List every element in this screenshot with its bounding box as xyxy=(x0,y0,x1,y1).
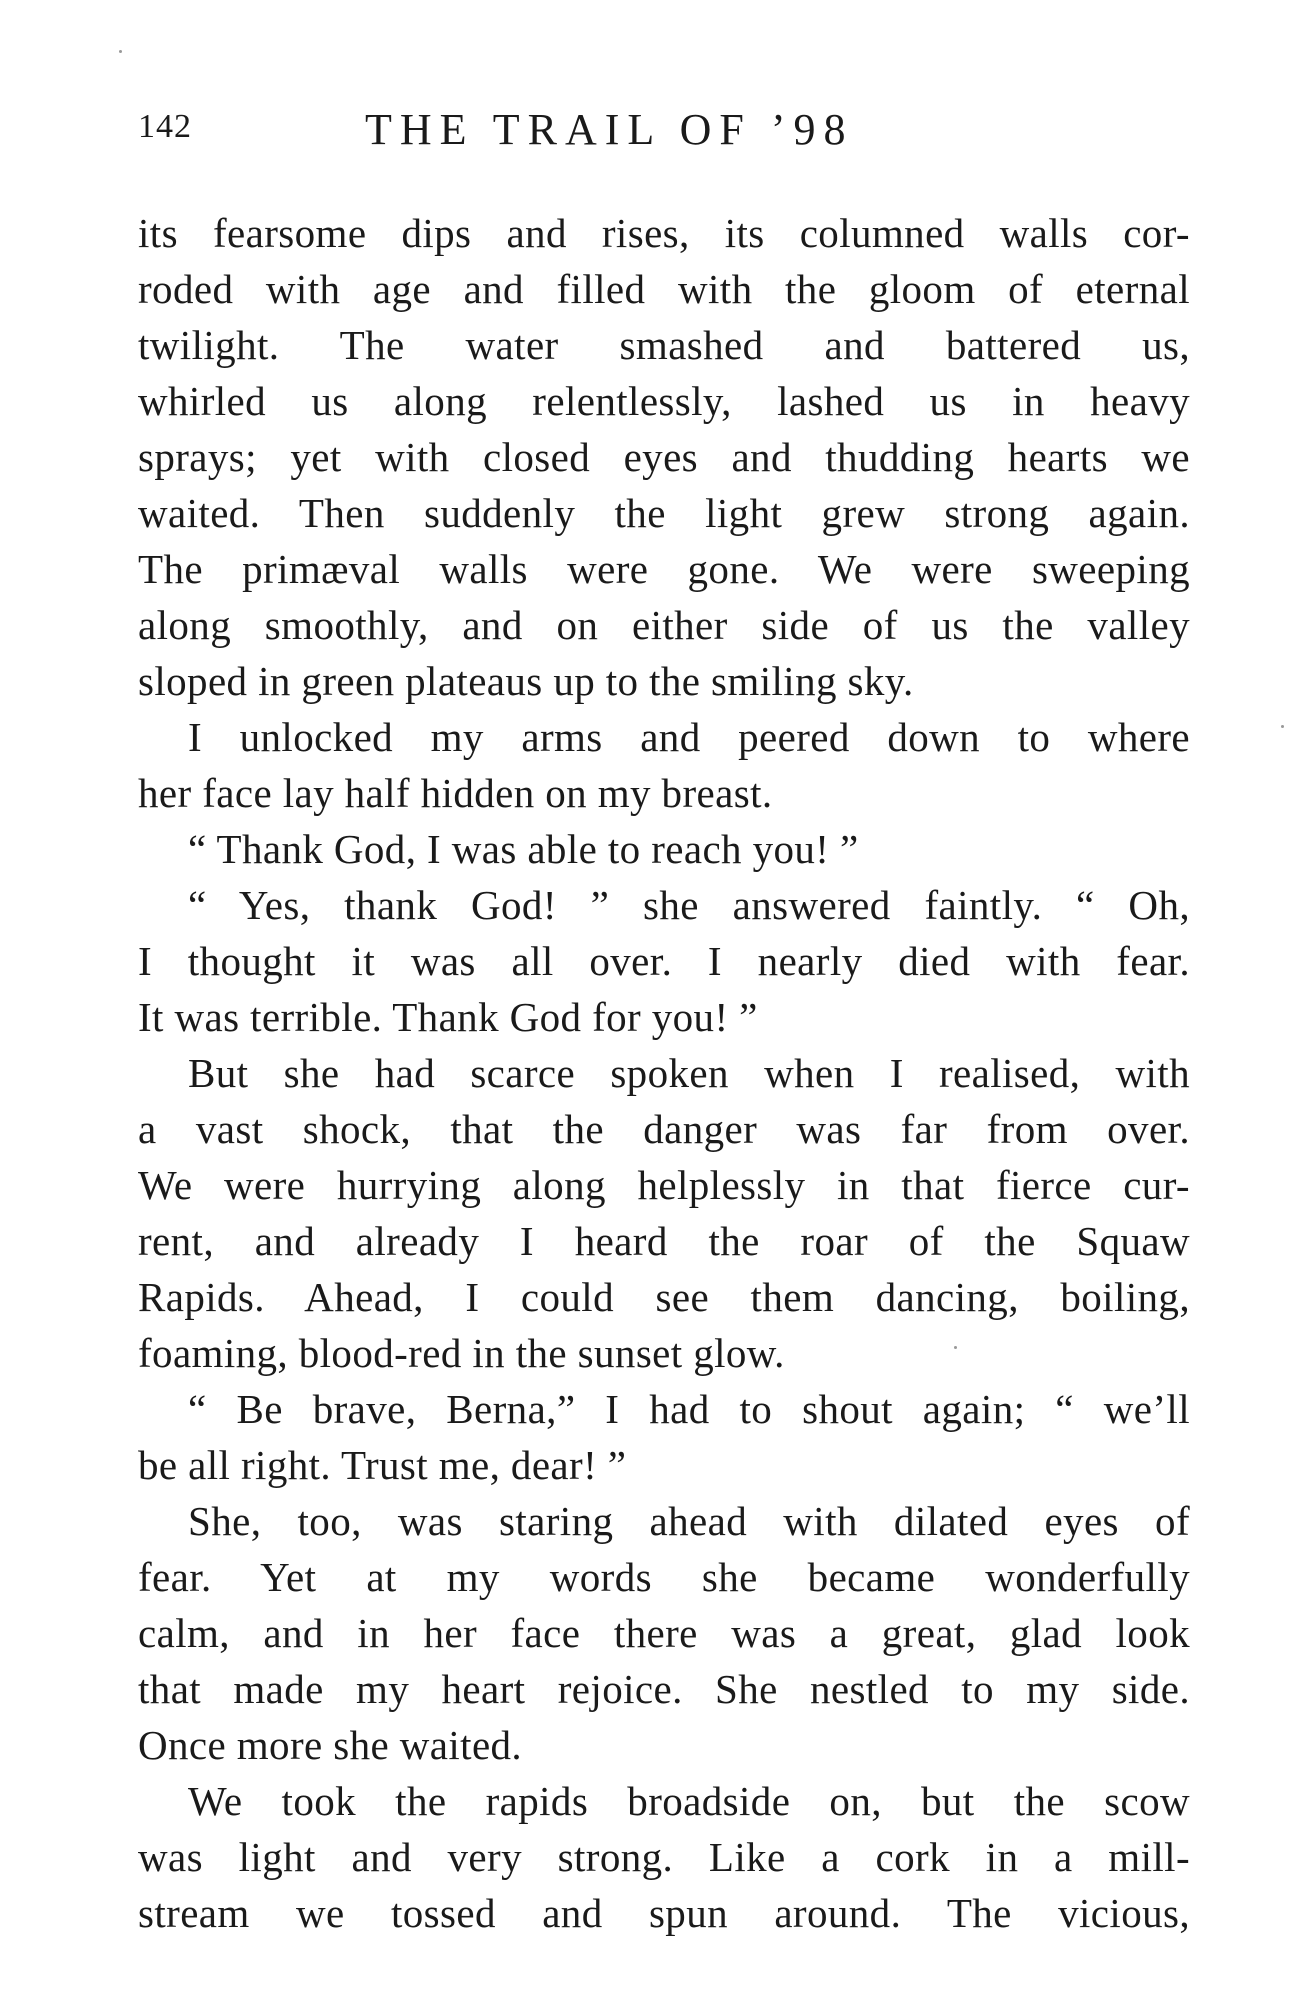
text-line: “ Yes, thank God! ” she answered faintly. “ Oh, xyxy=(188,882,1190,928)
text-line: waited. Then suddenly the light grew strong again. xyxy=(138,490,1190,536)
text-line: We were hurrying along helplessly in that fierce cur- xyxy=(138,1162,1190,1208)
text-line: a vast shock, that the danger was far from over. xyxy=(138,1106,1190,1152)
text-line: Once more she waited. xyxy=(138,1722,523,1768)
text-line: that made my heart rejoice. She nestled to my side. xyxy=(138,1666,1190,1712)
running-title: THE TRAIL OF ’98 xyxy=(365,105,854,154)
text-line: foaming, blood-red in the sunset glow. xyxy=(138,1330,785,1376)
text-line: along smoothly, and on either side of us the valley xyxy=(138,602,1190,648)
text-line: It was terrible. Thank God for you! ” xyxy=(138,994,758,1040)
text-line: “ Be brave, Berna,” I had to shout again; “ we’ll xyxy=(188,1386,1190,1432)
text-line: was light and very strong. Like a cork in a mill- xyxy=(138,1834,1190,1880)
page-number: 142 xyxy=(138,108,192,145)
text-line: She, too, was staring ahead with dilated eyes of xyxy=(188,1498,1190,1544)
text-line: I unlocked my arms and peered down to where xyxy=(188,714,1190,760)
text-line: twilight. The water smashed and battered us, xyxy=(138,322,1190,368)
text-line: sloped in green plateaus up to the smiling sky. xyxy=(138,658,914,704)
print-speck xyxy=(954,1346,957,1349)
text-line: rent, and already I heard the roar of the Squaw xyxy=(138,1218,1190,1264)
text-line: sprays; yet with closed eyes and thudding hearts we xyxy=(138,434,1190,480)
print-speck xyxy=(119,50,122,53)
text-line: whirled us along relentlessly, lashed us in heavy xyxy=(138,378,1190,424)
text-line: I thought it was all over. I nearly died with fear. xyxy=(138,938,1190,984)
page-header xyxy=(138,105,1198,168)
text-line: But she had scarce spoken when I realised, with xyxy=(188,1050,1190,1096)
print-speck xyxy=(1281,725,1284,728)
body-text xyxy=(138,205,1190,1941)
text-line: The primæval walls were gone. We were sweeping xyxy=(138,546,1190,592)
text-line: stream we tossed and spun around. The vicious, xyxy=(138,1890,1190,1936)
text-line: its fearsome dips and rises, its columned walls cor- xyxy=(138,210,1190,256)
text-line: fear. Yet at my words she became wonderfully xyxy=(138,1554,1190,1600)
text-line: calm, and in her face there was a great, glad look xyxy=(138,1610,1190,1656)
text-line: her face lay half hidden on my breast. xyxy=(138,770,773,816)
text-line: We took the rapids broadside on, but the scow xyxy=(188,1778,1190,1824)
text-line: “ Thank God, I was able to reach you! ” xyxy=(188,826,859,872)
text-line: be all right. Trust me, dear! ” xyxy=(138,1442,627,1488)
text-line: Rapids. Ahead, I could see them dancing, boiling, xyxy=(138,1274,1190,1320)
text-line: roded with age and filled with the gloom of eternal xyxy=(138,266,1190,312)
